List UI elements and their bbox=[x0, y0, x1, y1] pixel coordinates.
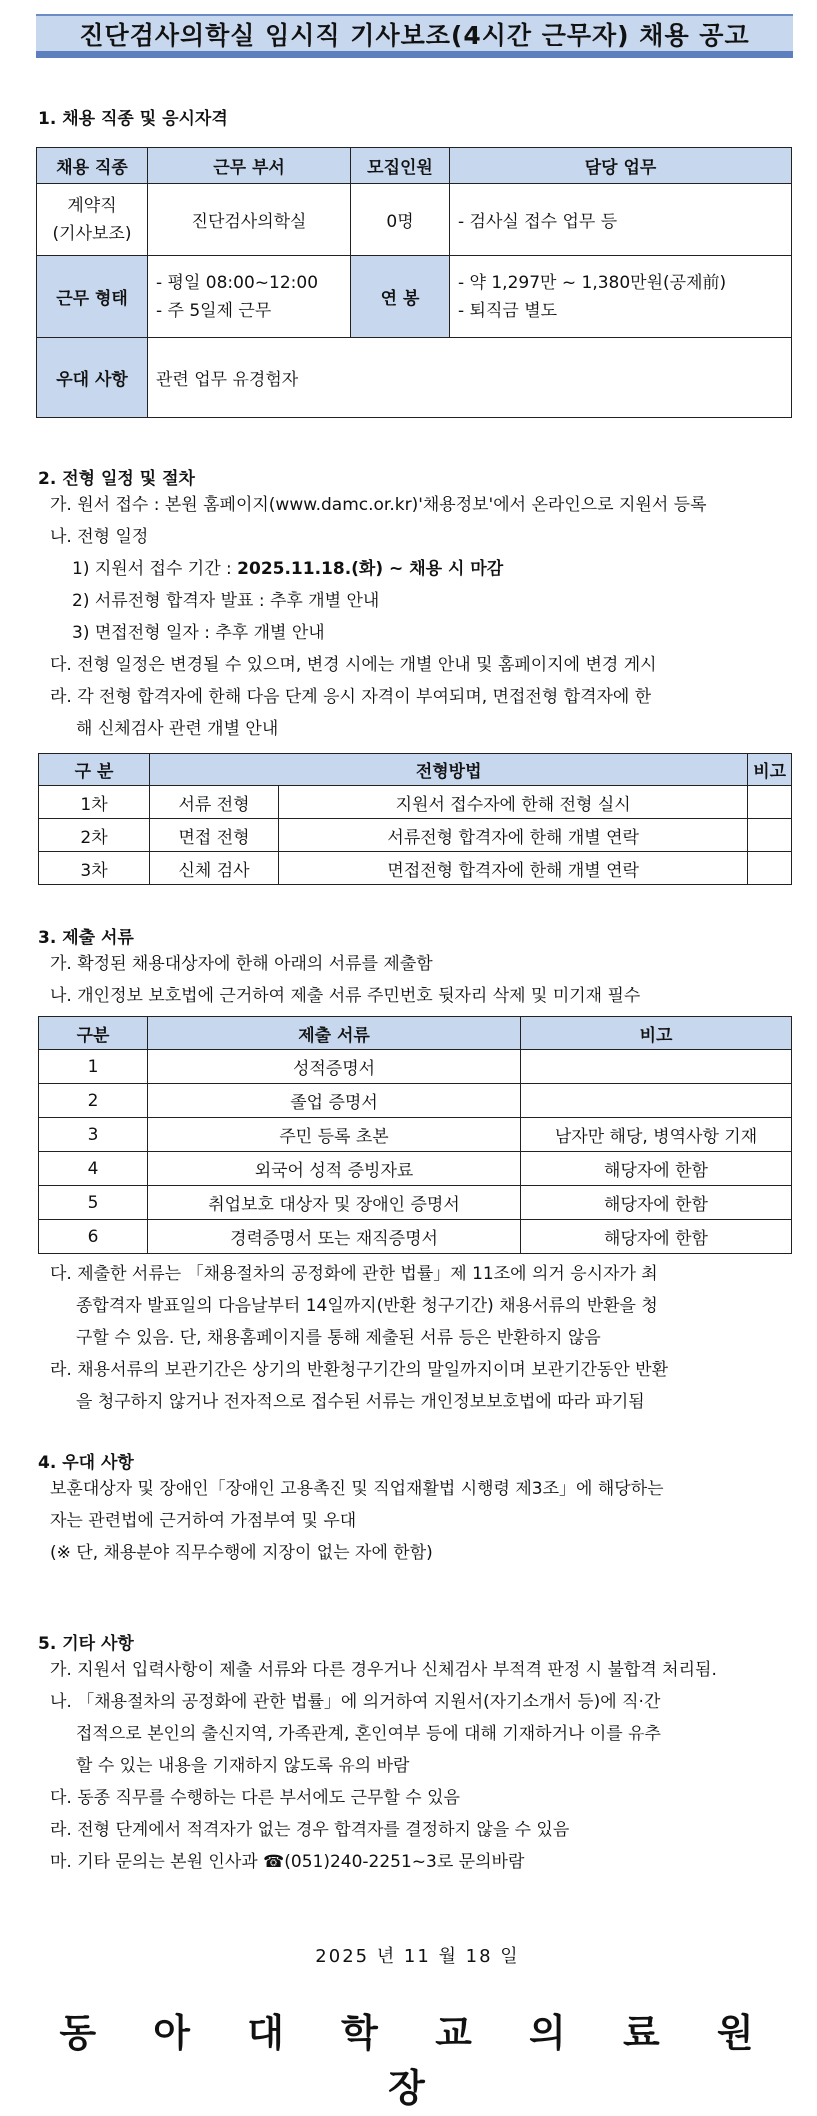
section-1-heading: 1. 채용 직종 및 응시자격 bbox=[38, 109, 228, 129]
s3-item-c-line-3: 구할 수 있음. 단, 채용홈페이지를 통해 제출된 서류 등은 반환하지 않음 bbox=[76, 1328, 601, 1348]
s3-item-a: 가. 확정된 채용대상자에 한해 아래의 서류를 제출함 bbox=[50, 954, 433, 974]
doc-name-cell: 외국어 성적 증빙자료 bbox=[148, 1152, 521, 1186]
header-stage: 구 분 bbox=[39, 754, 150, 786]
stage-note-cell bbox=[748, 786, 792, 819]
header-doc-note: 비고 bbox=[521, 1017, 792, 1050]
s2-item-b1-period: 2025.11.18.(화) ~ 채용 시 마감 bbox=[237, 559, 504, 579]
header-method: 전형방법 bbox=[150, 754, 748, 786]
s2-item-b: 나. 전형 일정 bbox=[50, 527, 149, 547]
doc-note-cell bbox=[521, 1084, 792, 1118]
notice-title: 진단검사의학실 임시직 기사보조(4시간 근무자) 채용 공고 bbox=[79, 20, 750, 50]
job-info-table bbox=[36, 147, 792, 418]
section-4-heading: 4. 우대 사항 bbox=[38, 1453, 134, 1473]
work-form-cell bbox=[148, 256, 351, 338]
s3-item-d-line-1: 라. 채용서류의 보관기간은 상기의 반환청구기간의 말일까지이며 보관기간동안 반환 bbox=[50, 1360, 668, 1380]
salary-line-2: - 퇴직금 별도 bbox=[458, 300, 558, 321]
table-row bbox=[39, 1186, 792, 1220]
job-type-line-2: (기사보조) bbox=[52, 223, 132, 244]
s4-line-2: 자는 관련법에 근거하여 가점부여 및 우대 bbox=[50, 1511, 357, 1531]
s2-item-b2: 2) 서류전형 합격자 발표 : 추후 개별 안내 bbox=[72, 591, 380, 611]
doc-no-cell: 4 bbox=[39, 1152, 148, 1186]
header-doc-no: 구분 bbox=[39, 1017, 148, 1050]
job-type-cell bbox=[37, 184, 148, 256]
s4-line-3: (※ 단, 채용분야 직무수행에 지장이 없는 자에 한함) bbox=[50, 1543, 433, 1563]
dept-cell: 진단검사의학실 bbox=[148, 184, 351, 256]
header-salary: 연 봉 bbox=[351, 256, 450, 338]
s2-item-b1-label: 1) 지원서 접수 기간 : bbox=[72, 559, 238, 579]
documents-table bbox=[38, 1016, 792, 1254]
s5-item-a: 가. 지원서 입력사항이 제출 서류와 다른 경우거나 신체검사 부적격 판정 시 불합격 처리됨. bbox=[50, 1660, 717, 1680]
s5-item-c: 다. 동종 직무를 수행하는 다른 부서에도 근무할 수 있음 bbox=[50, 1788, 460, 1808]
doc-name-cell: 취업보호 대상자 및 장애인 증명서 bbox=[148, 1186, 521, 1220]
s3-item-b: 나. 개인정보 보호법에 근거하여 제출 서류 주민번호 뒷자리 삭제 및 미기재 필수 bbox=[50, 986, 641, 1006]
s2-item-b1 bbox=[38, 553, 797, 585]
header-work-form: 근무 형태 bbox=[37, 256, 148, 338]
work-form-line-1: - 평일 08:00~12:00 bbox=[156, 272, 319, 293]
doc-name-cell: 경력증명서 또는 재직증명서 bbox=[148, 1220, 521, 1254]
doc-no-cell: 1 bbox=[39, 1050, 148, 1084]
doc-note-cell: 남자만 해당, 병역사항 기재 bbox=[521, 1118, 792, 1152]
s3-item-c-line-1: 다. 제출한 서류는 「채용절차의 공정화에 관한 법률」제 11조에 의거 응시자가 최 bbox=[50, 1264, 658, 1284]
stage-name-cell: 서류 전형 bbox=[150, 786, 279, 819]
work-form-line-2: - 주 5일제 근무 bbox=[156, 300, 272, 321]
preference-cell: 관련 업무 유경험자 bbox=[148, 338, 792, 418]
s2-item-a: 가. 원서 접수 : 본원 홈페이지(www.damc.or.kr)'채용정보'에서 온라인으로 지원서 등록 bbox=[50, 495, 707, 515]
section-2-heading: 2. 전형 일정 및 절차 bbox=[38, 469, 195, 489]
table-row bbox=[39, 852, 792, 885]
doc-note-cell: 해당자에 한함 bbox=[521, 1152, 792, 1186]
table-row bbox=[39, 1084, 792, 1118]
stage-note-cell bbox=[748, 819, 792, 852]
table-row bbox=[39, 1118, 792, 1152]
doc-name-cell: 주민 등록 초본 bbox=[148, 1118, 521, 1152]
s4-line-1: 보훈대상자 및 장애인「장애인 고용촉진 및 직업재활법 시행령 제3조」에 해당하는 bbox=[50, 1479, 664, 1499]
header-headcount: 모집인원 bbox=[351, 148, 450, 184]
headcount-cell: 0명 bbox=[351, 184, 450, 256]
s5-item-b-line-2: 접적으로 본인의 출신지역, 가족관계, 혼인여부 등에 대해 기재하거나 이를 유추 bbox=[76, 1724, 661, 1744]
s3-item-d-line-2: 을 청구하지 않거나 전자적으로 접수된 서류는 개인정보보호법에 따라 파기됨 bbox=[76, 1392, 645, 1412]
salary-cell bbox=[450, 256, 792, 338]
stage-note-cell bbox=[748, 852, 792, 885]
stage-cell: 1차 bbox=[39, 786, 150, 819]
s2-item-c: 다. 전형 일정은 변경될 수 있으며, 변경 시에는 개별 안내 및 홈페이지에 변경 게시 bbox=[50, 655, 657, 675]
s2-item-d-line-2: 해 신체검사 관련 개별 안내 bbox=[76, 719, 279, 739]
table-row bbox=[39, 1050, 792, 1084]
doc-no-cell: 5 bbox=[39, 1186, 148, 1220]
issuer-signature: 동 아 대 학 교 의 료 원 장 bbox=[59, 2010, 776, 2110]
doc-name-cell: 졸업 증명서 bbox=[148, 1084, 521, 1118]
section-3-heading: 3. 제출 서류 bbox=[38, 928, 134, 948]
s5-item-b-line-3: 할 수 있는 내용을 기재하지 않도록 유의 바람 bbox=[76, 1756, 410, 1776]
header-duty: 담당 업무 bbox=[450, 148, 792, 184]
job-type-line-1: 계약직 bbox=[67, 195, 117, 216]
selection-process-table bbox=[38, 753, 792, 885]
salary-line-1: - 약 1,297만 ~ 1,380만원(공제前) bbox=[458, 272, 727, 293]
doc-no-cell: 3 bbox=[39, 1118, 148, 1152]
duty-cell: - 검사실 접수 업무 등 bbox=[450, 184, 792, 256]
header-preference: 우대 사항 bbox=[37, 338, 148, 418]
table-row bbox=[39, 819, 792, 852]
notice-date: 2025 년 11 월 18 일 bbox=[315, 1946, 520, 1967]
stage-cell: 2차 bbox=[39, 819, 150, 852]
table-row bbox=[39, 1220, 792, 1254]
doc-no-cell: 6 bbox=[39, 1220, 148, 1254]
s2-item-b3: 3) 면접전형 일자 : 추후 개별 안내 bbox=[72, 623, 325, 643]
s5-item-b-line-1: 나. 「채용절차의 공정화에 관한 법률」에 의거하여 지원서(자기소개서 등)에 직·간 bbox=[50, 1692, 661, 1712]
stage-name-cell: 면접 전형 bbox=[150, 819, 279, 852]
header-dept: 근무 부서 bbox=[148, 148, 351, 184]
stage-cell: 3차 bbox=[39, 852, 150, 885]
s2-item-d-line-1: 라. 각 전형 합격자에 한해 다음 단계 응시 자격이 부여되며, 면접전형 합격자에 한 bbox=[50, 687, 652, 707]
table-row bbox=[39, 786, 792, 819]
stage-desc-cell: 면접전형 합격자에 한해 개별 연락 bbox=[279, 852, 748, 885]
stage-desc-cell: 서류전형 합격자에 한해 개별 연락 bbox=[279, 819, 748, 852]
header-stage-note: 비고 bbox=[748, 754, 792, 786]
doc-no-cell: 2 bbox=[39, 1084, 148, 1118]
section-5-heading: 5. 기타 사항 bbox=[38, 1634, 134, 1654]
table-row bbox=[39, 1152, 792, 1186]
s5-item-d: 라. 전형 단계에서 적격자가 없는 경우 합격자를 결정하지 않을 수 있음 bbox=[50, 1820, 570, 1840]
stage-desc-cell: 지원서 접수자에 한해 전형 실시 bbox=[279, 786, 748, 819]
stage-name-cell: 신체 검사 bbox=[150, 852, 279, 885]
s3-item-c-line-2: 종합격자 발표일의 다음날부터 14일까지(반환 청구기간) 채용서류의 반환을 청 bbox=[76, 1296, 658, 1316]
doc-note-cell: 해당자에 한함 bbox=[521, 1220, 792, 1254]
notice-title-bar bbox=[36, 14, 793, 58]
doc-name-cell: 성적증명서 bbox=[148, 1050, 521, 1084]
doc-note-cell: 해당자에 한함 bbox=[521, 1186, 792, 1220]
header-doc-name: 제출 서류 bbox=[148, 1017, 521, 1050]
s5-item-e: 마. 기타 문의는 본원 인사과 ☎(051)240-2251~3로 문의바람 bbox=[50, 1852, 525, 1872]
doc-note-cell bbox=[521, 1050, 792, 1084]
header-job-type: 채용 직종 bbox=[37, 148, 148, 184]
